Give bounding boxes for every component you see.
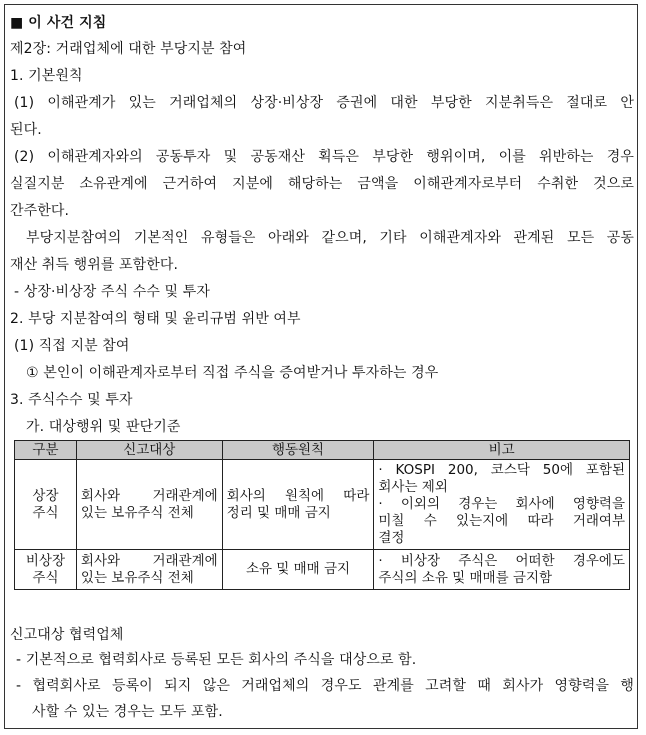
section-1-heading: 1. 기본원칙: [10, 68, 83, 84]
row2-target-line: 있는 보유주식 전체: [80, 569, 194, 586]
row1-target-line: 있는 보유주식 전체: [80, 504, 194, 521]
section-3-subheading: 가. 대상행위 및 판단기준: [26, 419, 181, 435]
row1-principle-cell: [222, 460, 374, 550]
row1-principle-line: 회사의 원칙에 따라: [226, 487, 370, 504]
row1-note-cell: [374, 460, 630, 550]
types-paragraph-line-1: 부당지분참여의 기본적인 유형들은 아래와 같으며, 기타 이해관계자와 관계된 모든 공동: [26, 230, 634, 246]
type-bullet-1: - 상장·비상장 주식 수수 및 투자: [14, 284, 210, 300]
principle-2-line-3: 간주한다.: [10, 203, 70, 219]
table-row: [15, 460, 630, 550]
row1-category-line: 상장: [32, 487, 59, 504]
row2-note-line: 주식의 소유 및 매매를 금지함: [378, 569, 553, 586]
header-category: 구분: [15, 441, 77, 460]
partner-bullet-1: - 기본적으로 협력회사로 등록된 모든 회사의 주식을 대상으로 함.: [16, 652, 417, 668]
row1-target-line: 회사와 거래관계에: [80, 487, 218, 504]
header-report-target: 신고대상: [76, 441, 222, 460]
table-header-row: [15, 441, 630, 460]
row1-category-cell: [15, 460, 77, 550]
stock-guideline-table: [14, 440, 630, 590]
row2-category-cell: [15, 550, 77, 590]
principle-2-line-2: 실질지분 소유관계에 근거하여 지분에 해당하는 금액을 이해관계자로부터 수취한 것으로: [10, 176, 634, 192]
section-2-heading: 2. 부당 지분참여의 형태 및 윤리규범 위반 여부: [10, 311, 301, 327]
row1-category-line: 주식: [32, 504, 59, 521]
header-conduct-principle: 행동원칙: [222, 441, 374, 460]
row1-note-line: · 이외의 경우는 회사에 영향력을: [378, 496, 625, 512]
header-remarks: 비고: [374, 441, 630, 460]
row1-note-line: · KOSPI 200, 코스닥 50에 포함된: [378, 462, 625, 478]
principle-2-line-1: (2) 이해관계자와의 공동투자 및 공동재산 획득은 부당한 행위이며, 이를 위반하는 경우: [14, 149, 634, 165]
row1-target-cell: [76, 460, 222, 550]
partner-bullet-2-line-2: 사할 수 있는 경우는 모두 포함.: [32, 704, 223, 720]
chapter-heading: 제2장: 거래업체에 대한 부당지분 참여: [10, 41, 247, 57]
row2-target-cell: [76, 550, 222, 590]
section-2-subheading: (1) 직접 지분 참여: [14, 338, 130, 354]
row2-target-line: 회사와 거래관계에: [80, 552, 218, 569]
row2-category-line: 주식: [32, 569, 59, 586]
row1-note-line: 미칠 수 있는지에 따라 거래여부: [378, 513, 625, 529]
row2-category-line: 비상장: [25, 552, 66, 569]
row2-principle-cell: 소유 및 매매 금지: [222, 550, 374, 590]
types-paragraph-line-2: 재산 취득 행위를 포함한다.: [10, 257, 179, 273]
section-2-item-1: ① 본인이 이해관계자로부터 직접 주식을 증여받거나 투자하는 경우: [26, 365, 439, 381]
principle-1-line-2: 된다.: [10, 122, 42, 138]
table-row: [15, 550, 630, 590]
principle-1-line-1: (1) 이해관계가 있는 거래업체의 상장·비상장 증권에 대한 부당한 지분취득은 절대로 안: [14, 95, 634, 111]
row2-note-cell: [374, 550, 630, 590]
document-title: ■ 이 사건 지침: [10, 15, 107, 31]
partner-bullet-2-line-1: - 협력회사로 등록이 되지 않은 거래업체의 경우도 관계를 고려할 때 회사가 영향력을 행: [16, 678, 634, 694]
row1-note-line: 회사는 제외: [378, 479, 448, 495]
row1-note-line: 결정: [378, 530, 405, 546]
partner-heading: 신고대상 협력업체: [10, 627, 124, 643]
section-3-heading: 3. 주식수수 및 투자: [10, 392, 133, 408]
row1-principle-line: 정리 및 매매 금지: [226, 504, 331, 521]
row2-note-line: · 비상장 주식은 어떠한 경우에도: [378, 552, 625, 569]
